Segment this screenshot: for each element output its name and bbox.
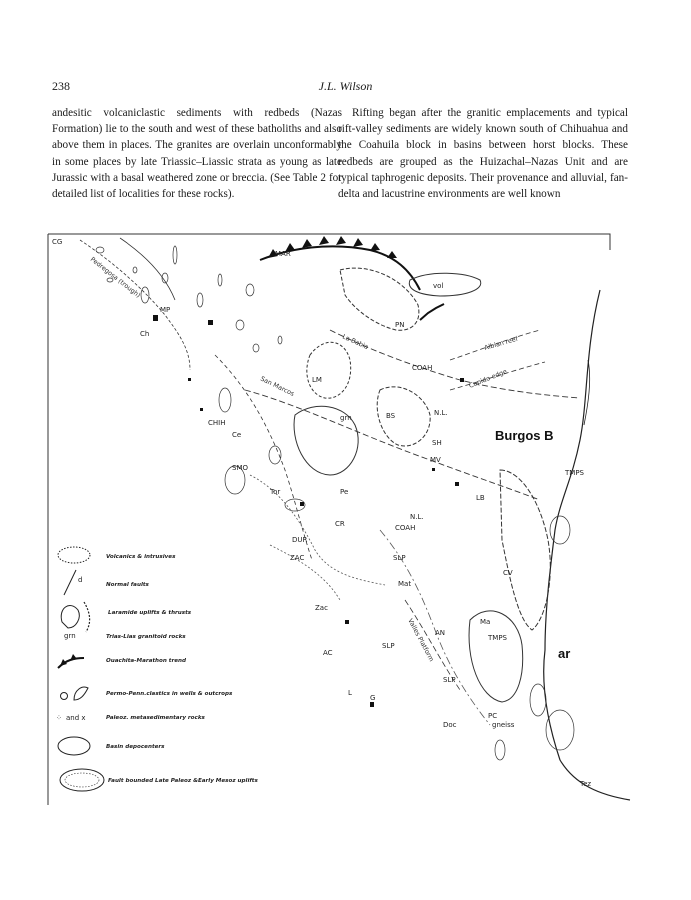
label-nl-south: N.L. [410,513,424,521]
tmps-uplift [469,611,523,702]
label-tor: Tor [270,488,281,496]
geologic-map-figure [40,230,655,810]
label-mat: Mat [398,580,412,588]
label-mar: MAR [275,250,291,258]
label-tmps-north: TMPS [565,469,584,477]
svg-text:d: d [78,576,83,584]
label-zac-city: Zac [315,604,328,612]
legend-label-volcanics: Volcanics & intrusives [106,554,176,560]
label-smo: SMO [232,464,248,472]
ouachita-icon [58,654,84,668]
label-nl-north: N.L. [434,409,448,417]
svg-text:and x: and x [66,714,86,722]
running-head: J.L. Wilson [318,79,373,93]
label-pedregosa: Pedregosa (trough) [88,255,143,300]
label-cupido-edge: Cupido edge [467,367,509,390]
label-albian-reef: Albian reef [483,334,519,352]
page-number: 238 [52,79,70,93]
label-valles-platform: Valles Platform [406,617,436,663]
label-ar: ar [558,646,571,661]
label-tmps-south: TMPS [488,634,507,642]
label-cg: CG [52,238,63,246]
label-ce: Ce [232,431,242,439]
label-slp-south: SLP [443,676,456,684]
label-mp: MP [160,306,171,314]
label-burgos: Burgos B [495,428,554,443]
legend-label-ouachita: Ouachita-Marathon trend [106,658,187,664]
label-slp-north: SLP [393,554,406,562]
label-sh: SH [432,439,442,447]
label-pc: PC [488,712,498,720]
coahuila-uplift [340,268,419,330]
label-tez: Tez [580,780,592,788]
label-gneiss: gneiss [492,721,515,729]
label-an: AN [435,629,446,637]
label-cr: CR [335,520,345,528]
legend-label-basin: Basin depocenters [106,744,165,750]
granitoid-icon: grn [64,632,76,640]
clastics-icon [61,687,89,700]
label-cv: CV [503,569,513,577]
label-l: L [348,689,352,697]
legend-label-normal-faults: Normal faults [106,582,149,588]
legend-label-metasedimentary: Paleoz. metasedimentary rocks [106,715,205,721]
legend-label-uplifts: Fault bounded Late Paleoz &Early Mesoz uplifts [108,778,258,784]
label-zac: ZAC [290,554,305,562]
label-chih: CHIH [208,419,226,427]
label-dur: DUR [292,536,308,544]
ouachita-trend-east [420,304,444,320]
label-ma: Ma [480,618,491,626]
label-lm: LM [312,376,322,384]
label-slp-mid: SLP [382,642,395,650]
legend-label-laramide: Laramide uplifts & thrusts [108,610,192,616]
eastern-uplift [500,470,550,630]
metasedimentary-icon [56,714,86,722]
state-boundary-3 [270,545,340,600]
label-mv: MV [430,456,441,464]
label-la-babia: La Babia [341,332,370,352]
right-paragraph: Rifting began after the granitic emplacements and typical rift-valley sediments are widely known south of Chihuahua and the Coahuila block in basins between horst blocks. These redbeds are grouped as the Huizachal–Nazas Unit and are typical taphrogenic deposits. Their provenance and alluvial, fan-delta and lacustrine environments are well known [338,107,628,201]
coastline [544,290,630,800]
left-column [52,105,342,202]
northern-fault [215,355,312,560]
scattered-outcrops [96,246,574,760]
label-coah-north: COAH [412,364,433,372]
label-grn: grn [340,414,352,422]
uplift-icon [60,769,104,791]
svg-text:⁘: ⁘ [56,714,62,722]
legend [56,547,258,791]
coastline-barrier [584,360,590,425]
label-g: G [370,694,376,702]
label-lb: LB [476,494,485,502]
legend-label-granitoid: Trias-Lias granitoid rocks [106,634,186,640]
basin-icon [58,737,90,755]
label-pn: PN [395,321,405,329]
label-ac: AC [323,649,333,657]
laramide-icon [61,602,89,632]
left-paragraph: andesitic volcaniclastic sediments with redbeds (Nazas Formation) lie to the south and west of these batholiths and also above them in places. The granites are overlain unconformably in some places by late Triassic–Liassic strata as young as late Jurassic with a basal weathered zone or breccia. (See Table 2 for detailed list of localities for these rocks). [52,107,342,201]
vol-blob [409,273,480,296]
label-doc: Doc [443,721,457,729]
legend-label-clastics: Permo-Penn.clastics in wells & outcrops [106,691,233,697]
lm-uplift [307,342,351,398]
label-ch: Ch [140,330,150,338]
well-symbols [153,315,464,707]
normal-fault-icon [64,570,82,595]
label-coah-south: COAH [395,524,416,532]
la-babia-fault [330,330,580,398]
label-san-marcos: San Marcos [259,374,296,398]
label-pe: Pe [340,488,349,496]
map-svg [40,230,655,810]
volcanics-icon [58,547,90,563]
label-vol: vol [433,282,444,290]
right-column [338,105,628,202]
label-bs: BS [386,412,396,420]
